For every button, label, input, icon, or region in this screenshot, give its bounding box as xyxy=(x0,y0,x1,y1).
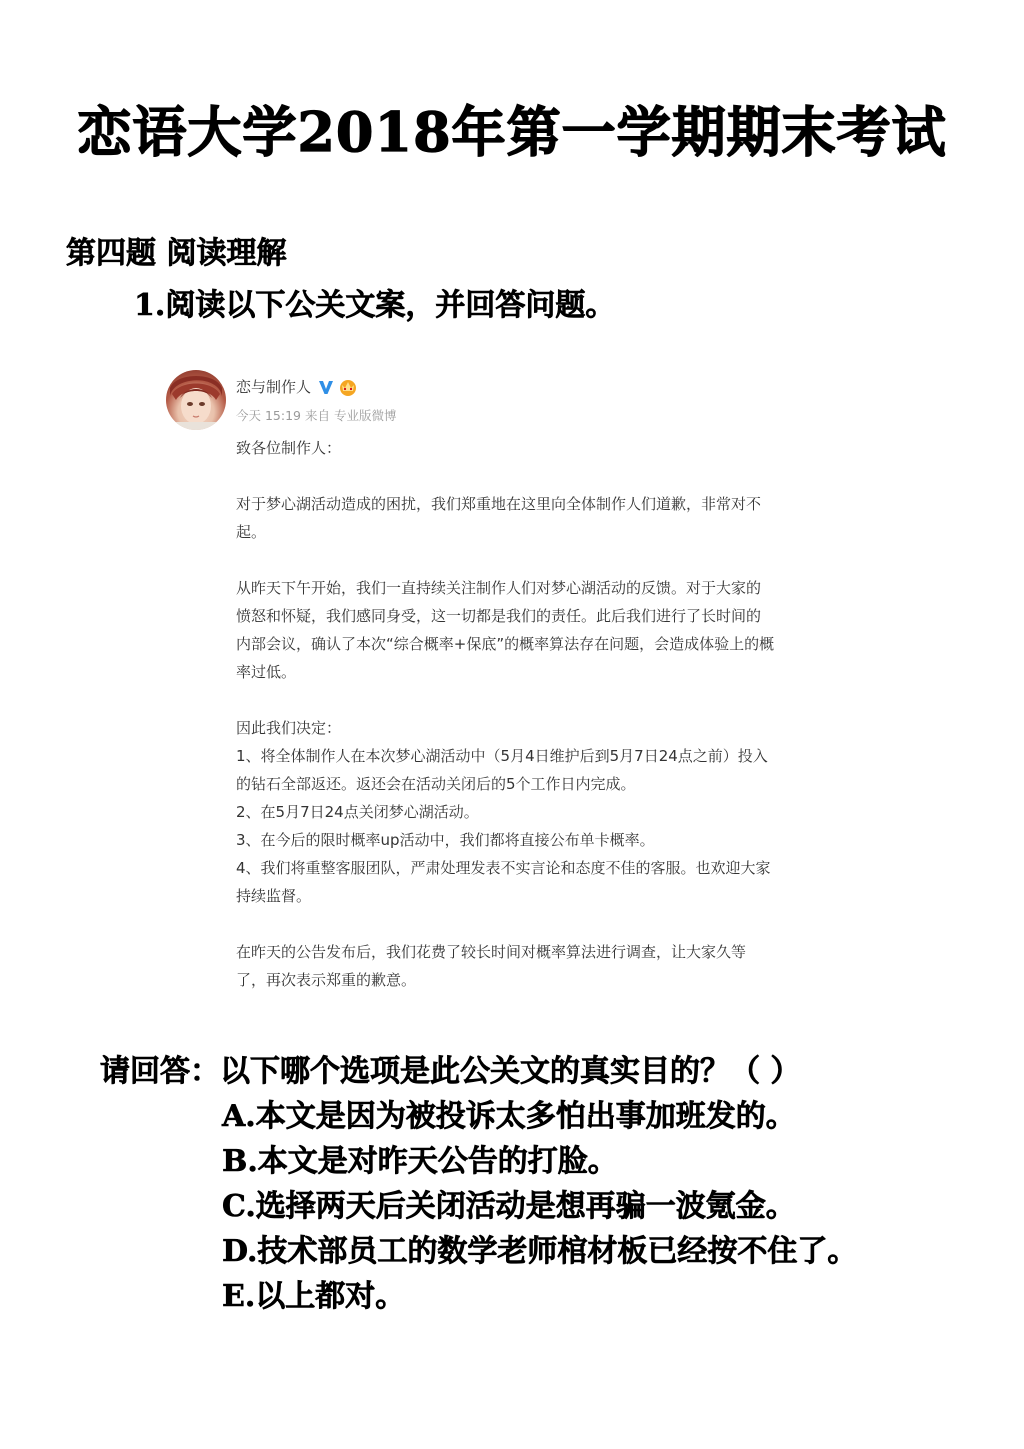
paragraph-gap xyxy=(236,910,826,938)
post-line: 持续监督。 xyxy=(236,887,312,905)
post-line: 了，再次表示郑重的歉意。 xyxy=(236,971,417,989)
post-line: 2、在5月7日24点关闭梦心湖活动。 xyxy=(236,803,479,821)
post-meta: 今天 15:19 来自 专业版微博 xyxy=(236,408,397,423)
paragraph-gap xyxy=(236,462,826,490)
post-line: 内部会议，确认了本次“综合概率+保底”的概率算法存在问题，会造成体验上的概 xyxy=(236,635,775,653)
option-d: D.技术部员工的数学老师棺材板已经按不住了。 xyxy=(222,1234,858,1269)
vip-crown-icon xyxy=(338,377,358,397)
post-line: 1、将全体制作人在本次梦心湖活动中（5月4日维护后到5月7日24点之前）投入 xyxy=(236,747,768,765)
post-line: 从昨天下午开始，我们一直持续关注制作人们对梦心湖活动的反馈。对于大家的 xyxy=(236,579,762,597)
post-line: 起。 xyxy=(236,523,267,541)
paragraph-gap xyxy=(236,546,826,574)
option-e: E.以上都对。 xyxy=(222,1279,406,1314)
post-line: 因此我们决定： xyxy=(236,719,342,737)
option-b: B.本文是对昨天公告的打脸。 xyxy=(222,1144,618,1179)
post-line: 3、在今后的限时概率up活动中，我们都将直接公布单卡概率。 xyxy=(236,831,655,849)
avatar-portrait-icon xyxy=(166,370,226,430)
post-line: 愤怒和怀疑，我们感同身受，这一切都是我们的责任。此后我们进行了长时间的 xyxy=(236,607,762,625)
option-a: A.本文是因为被投诉太多怕出事加班发的。 xyxy=(222,1099,796,1134)
section-heading: 第四题 阅读理解 xyxy=(66,236,287,271)
avatar xyxy=(166,370,226,430)
post-body xyxy=(236,434,826,994)
question-heading: 1.阅读以下公关文案，并回答问题。 xyxy=(134,288,616,323)
option-c: C.选择两天后关闭活动是想再骗一波氪金。 xyxy=(222,1189,796,1224)
answer-prompt: 请回答：以下哪个选项是此公关文的真实目的？（ ） xyxy=(100,1054,801,1089)
user-name[interactable]: 恋与制作人 xyxy=(236,378,312,396)
weibo-post-screenshot xyxy=(164,366,824,1006)
paragraph-gap xyxy=(236,686,826,714)
post-line: 对于梦心湖活动造成的困扰，我们郑重地在这里向全体制作人们道歉，非常对不 xyxy=(236,495,762,513)
post-line: 在昨天的公告发布后，我们花费了较长时间对概率算法进行调查，让大家久等 xyxy=(236,943,747,961)
answer-options xyxy=(222,1094,857,1319)
post-line: 的钻石全部返还。返还会在活动关闭后的5个工作日内完成。 xyxy=(236,775,636,793)
post-line: 率过低。 xyxy=(236,663,297,681)
verified-v-icon xyxy=(317,378,335,396)
exam-title: 恋语大学2018年第一学期期末考试 xyxy=(77,100,947,164)
post-line: 4、我们将重整客服团队，严肃处理发表不实言论和态度不佳的客服。也欢迎大家 xyxy=(236,859,771,877)
post-line: 致各位制作人： xyxy=(236,439,342,457)
